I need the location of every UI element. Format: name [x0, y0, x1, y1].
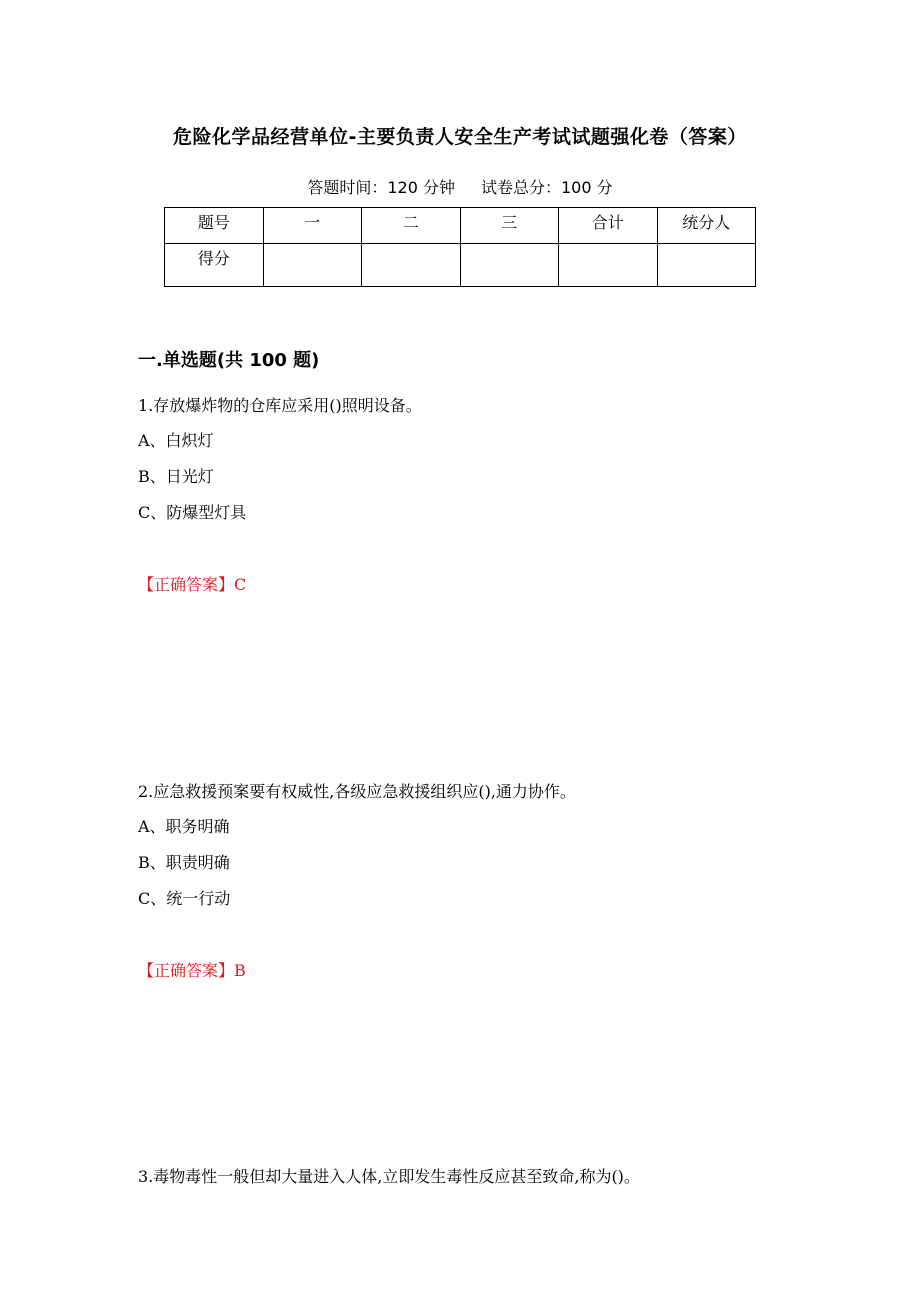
- question-option: C、统一行动: [138, 889, 231, 908]
- score-cell: [657, 244, 756, 287]
- question-option: C、防爆型灯具: [138, 503, 247, 522]
- correct-answer: 【正确答案】C: [138, 575, 247, 594]
- score-table: [164, 207, 756, 287]
- document-title: 危险化学品经营单位-主要负责人安全生产考试试题强化卷（答案）: [173, 126, 747, 148]
- question-option: A、职务明确: [138, 817, 230, 836]
- score-header-cell: 题号: [165, 208, 264, 244]
- score-table-header-row: [165, 208, 756, 244]
- exam-time: 答题时间：120 分钟: [307, 178, 455, 197]
- score-cell: [460, 244, 559, 287]
- question-stem: 3.毒物毒性一般但却大量进入人体,立即发生毒性反应甚至致命,称为()。: [138, 1167, 640, 1186]
- score-row-label: 得分: [165, 244, 264, 287]
- question-option: A、白炽灯: [138, 431, 214, 450]
- score-header-cell: 一: [263, 208, 362, 244]
- question-stem: 2.应急救援预案要有权威性,各级应急救援组织应(),通力协作。: [138, 782, 576, 801]
- question-option: B、职责明确: [138, 853, 230, 872]
- question-option: B、日光灯: [138, 467, 214, 486]
- score-cell: [559, 244, 658, 287]
- score-header-cell: 统分人: [657, 208, 756, 244]
- exam-meta: [0, 175, 920, 198]
- score-cell: [362, 244, 461, 287]
- score-header-cell: 合计: [559, 208, 658, 244]
- correct-answer: 【正确答案】B: [138, 961, 246, 980]
- question-stem: 1.存放爆炸物的仓库应采用()照明设备。: [138, 396, 422, 415]
- score-header-cell: 三: [460, 208, 559, 244]
- section-title: 一.单选题(共 100 题): [138, 350, 320, 371]
- score-cell: [263, 244, 362, 287]
- score-header-cell: 二: [362, 208, 461, 244]
- score-table-score-row: [165, 244, 756, 287]
- exam-total-score: 试卷总分：100 分: [481, 178, 613, 197]
